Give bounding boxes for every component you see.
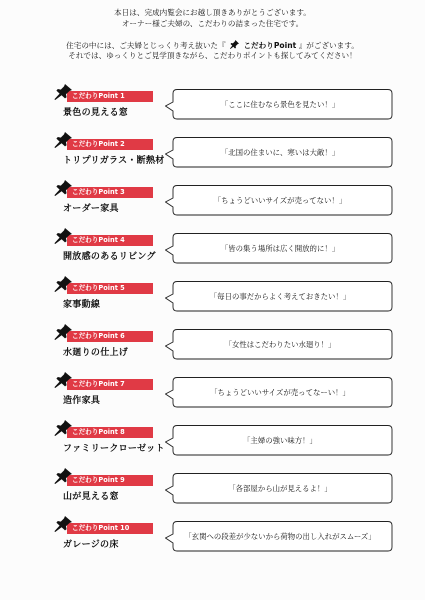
point-badge: こだわりPoint 5 (67, 283, 153, 294)
point-item (0, 277, 425, 329)
point-title: 水廻りの仕上げ (63, 348, 129, 358)
intro-line-3-end: 』がございます。 (298, 41, 359, 50)
point-item (0, 325, 425, 377)
point-bubble (165, 229, 395, 267)
pushpin-icon (54, 84, 72, 100)
intro-line-1: 本日は、完成内覧会にお越し頂きありがとうございます。 (114, 8, 311, 17)
pushpin-icon (54, 324, 72, 340)
point-quote: 「ちょうどいいサイズが売ってない！」 (213, 196, 347, 205)
point-badge: こだわりPoint 4 (67, 235, 153, 246)
point-title: 山が見える窓 (63, 492, 119, 502)
point-item (0, 229, 425, 281)
point-badge: こだわりPoint 1 (67, 91, 153, 102)
point-title: 景色の見える窓 (63, 108, 129, 118)
point-badge: こだわりPoint 9 (67, 475, 153, 486)
point-bubble (165, 325, 395, 363)
pushpin-icon (54, 132, 72, 148)
intro-line-4: それでは、ゆっくりとご見学頂きながら、こだわりポイントも探してみてください！ (68, 51, 357, 60)
point-bubble (165, 421, 395, 459)
point-title: オーダー家具 (63, 204, 119, 214)
pushpin-icon (54, 516, 72, 532)
point-badge: こだわりPoint 6 (67, 331, 153, 342)
point-quote: 「各部屋から山が見えるよ！」 (228, 484, 332, 493)
point-title: ファミリークローゼット (63, 444, 165, 454)
point-quote: 「北国の住まいに、寒いは大敵！」 (220, 148, 340, 157)
point-title: ガレージの床 (63, 540, 119, 550)
point-bubble (165, 133, 395, 171)
point-title: トリプリガラス・断熱材 (63, 156, 165, 166)
point-quote: 「毎日の事だからよく考えておきたい！」 (209, 292, 351, 301)
point-bubble (165, 277, 395, 315)
pushpin-icon (54, 420, 72, 436)
intro-line-2: オーナー様ご夫婦の、こだわりの詰まった住宅です。 (121, 19, 304, 28)
point-title: 家事動線 (63, 300, 101, 310)
point-item (0, 181, 425, 233)
intro-line-3-start: 住宅の中には、ご夫婦とじっくり考え抜いた『 (66, 41, 226, 50)
pushpin-icon (230, 40, 239, 49)
point-bubble (165, 85, 395, 123)
intro-highlight: こだわりPoint (243, 41, 297, 50)
point-title: 開放感のあるリビング (63, 252, 156, 262)
point-item (0, 421, 425, 473)
point-quote: 「皆の集う場所は広く開放的に！」 (220, 244, 340, 253)
pushpin-icon (54, 468, 72, 484)
point-quote: 「玄関への段差が少ないから荷物の出し入れがスムーズ」 (184, 532, 376, 541)
pushpin-icon (54, 372, 72, 388)
point-item (0, 469, 425, 521)
point-bubble (165, 181, 395, 219)
point-bubble (165, 469, 395, 507)
point-item (0, 133, 425, 185)
point-bubble (165, 373, 395, 411)
point-item (0, 373, 425, 425)
point-bubble (165, 517, 395, 555)
point-badge: こだわりPoint 10 (67, 523, 153, 534)
point-quote: 「ここに住むなら景色を見たい！」 (220, 100, 340, 109)
point-badge: こだわりPoint 7 (67, 379, 153, 390)
pushpin-icon (54, 276, 72, 292)
point-badge: こだわりPoint 3 (67, 187, 153, 198)
point-quote: 「女性はこだわりたい水廻り！」 (224, 340, 336, 349)
intro-line-3 (0, 40, 425, 51)
pushpin-icon (54, 180, 72, 196)
pushpin-icon (54, 228, 72, 244)
point-item (0, 517, 425, 569)
point-badge: こだわりPoint 2 (67, 139, 153, 150)
point-title: 造作家具 (63, 396, 101, 406)
point-badge: こだわりPoint 8 (67, 427, 153, 438)
point-item (0, 85, 425, 137)
point-quote: 「ちょうどいいサイズが売ってなーい！」 (210, 388, 350, 397)
point-quote: 「主婦の強い味方！」 (243, 436, 317, 445)
